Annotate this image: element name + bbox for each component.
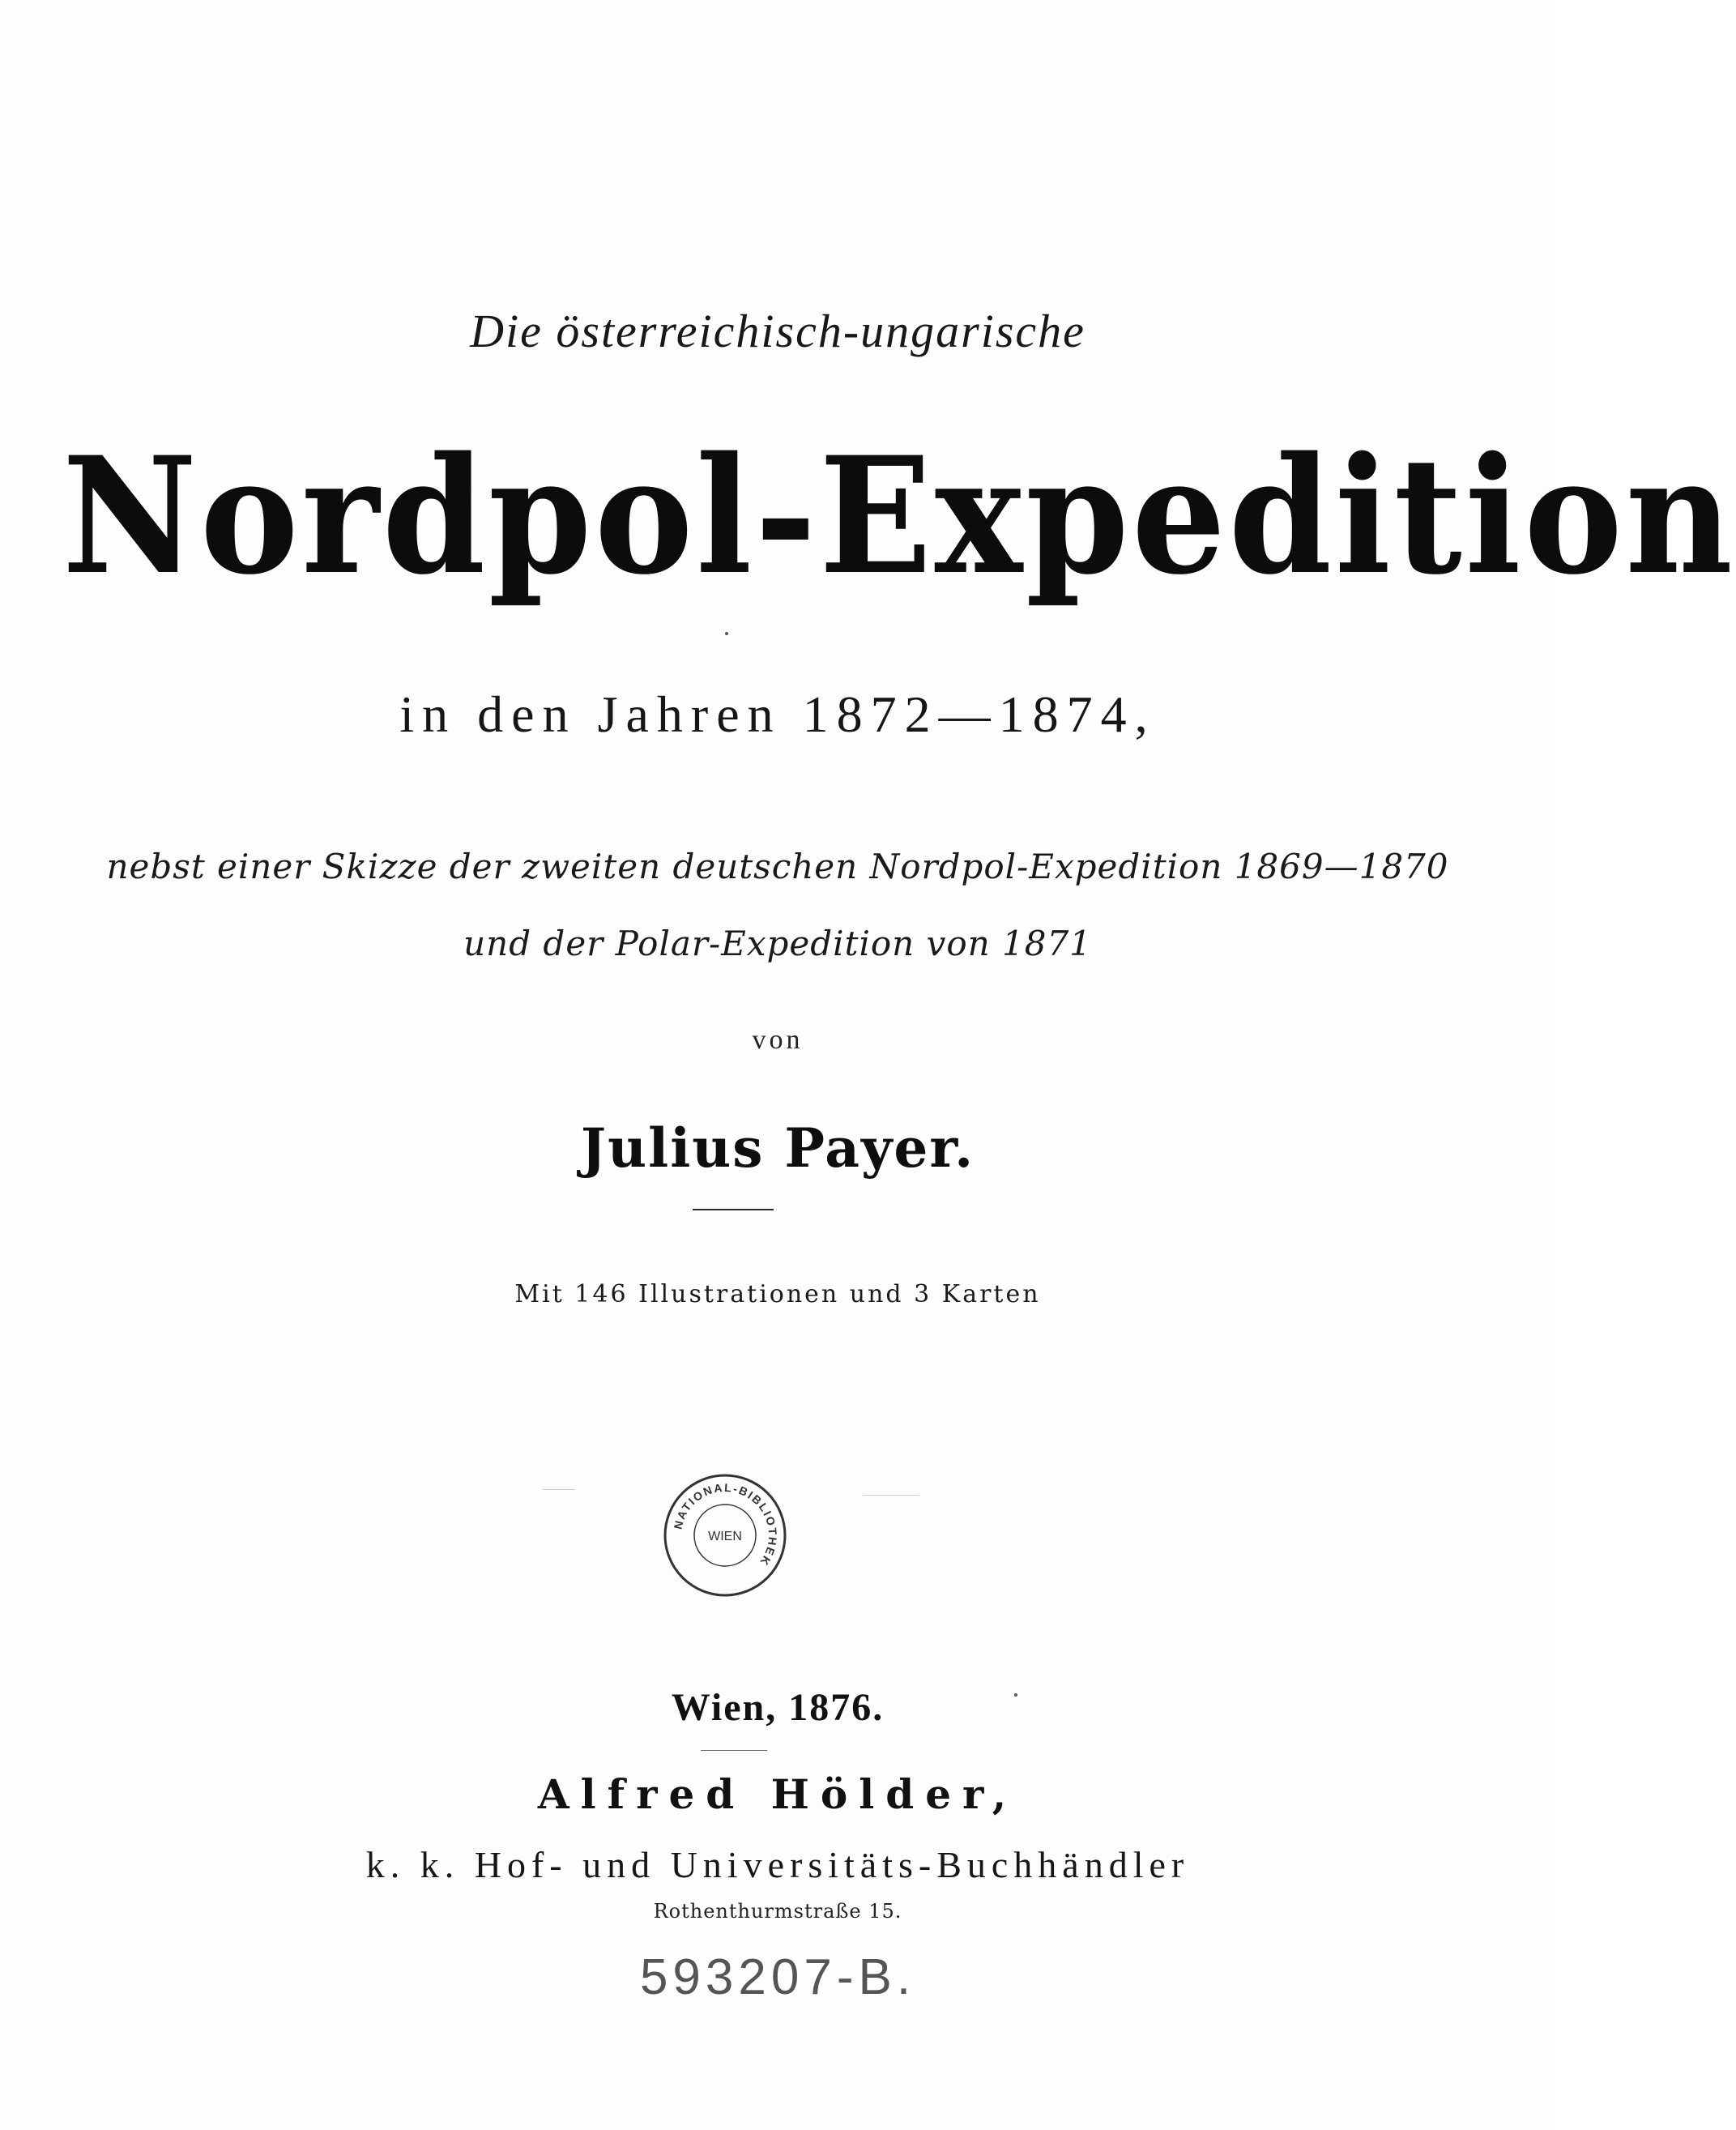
by-line: von [752, 1025, 804, 1055]
sketch-line-2: und der Polar-Expedition von 1871 [463, 924, 1092, 963]
publisher-address: Rothenthurmstraße 15. [653, 1900, 902, 1923]
illustrations-note: Mit 146 Illustrationen und 3 Karten [514, 1280, 1041, 1308]
main-title: Nordpol-Expedition [62, 421, 1736, 610]
publisher-title: k. k. Hof- und Universitäts-Buchhändler [365, 1844, 1190, 1885]
divider-rule [693, 1209, 774, 1210]
stamp-ring-text: NATIONAL-BIBLIOTHEK [671, 1480, 780, 1569]
ink-speck [1014, 1693, 1017, 1697]
divider-rule-small [701, 1750, 767, 1751]
call-number: 593207-B. [639, 1949, 916, 2005]
place-year: Wien, 1876. [671, 1686, 885, 1729]
intro-line: Die österreichisch-ungarische [470, 305, 1086, 357]
ink-speck [725, 632, 728, 635]
publisher-name: Alfred Hölder, [537, 1770, 1018, 1818]
faint-rule-right [863, 1495, 919, 1496]
years-line: in den Jahren 1872—1874, [399, 685, 1156, 743]
library-stamp [660, 1471, 790, 1600]
sketch-line-1: nebst einer Skizze der zweiten deutschen Nordpol-Expedition 1869—1870 [106, 847, 1449, 886]
stamp-center-text: WIEN [708, 1530, 742, 1543]
author-name: Julius Payer. [580, 1116, 975, 1180]
faint-rule-left [543, 1489, 575, 1490]
